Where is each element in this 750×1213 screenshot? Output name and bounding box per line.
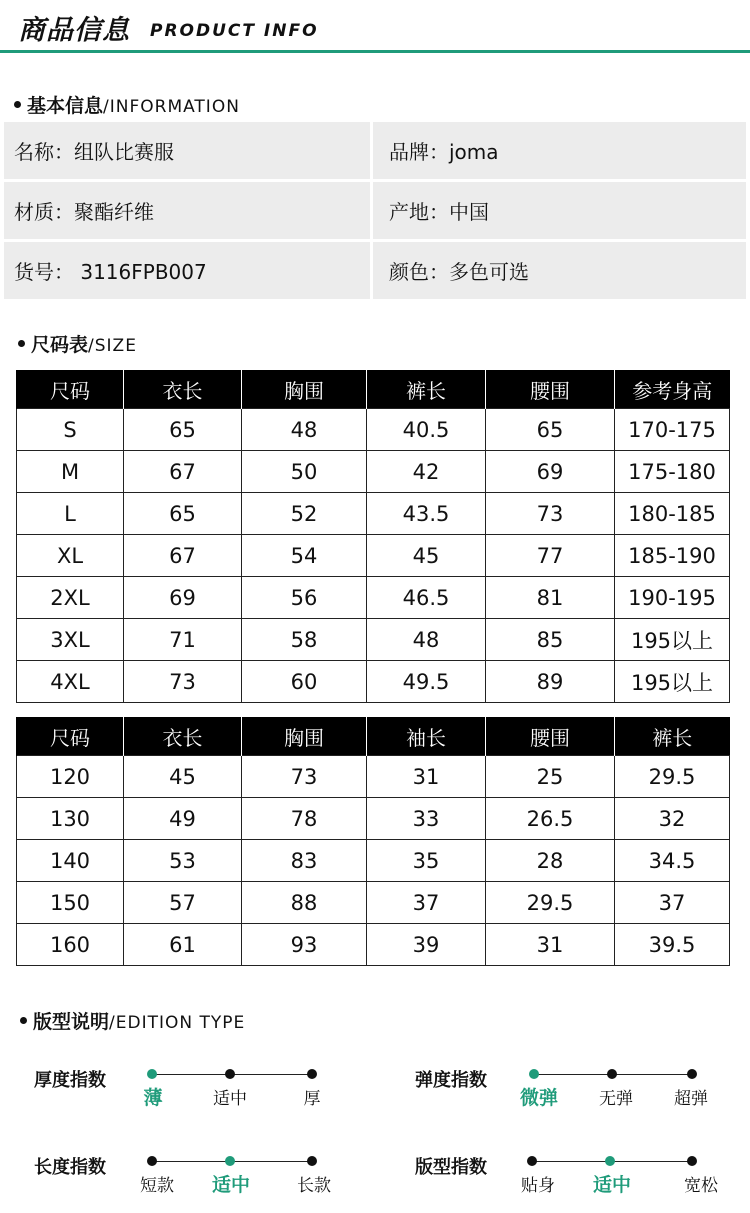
- table-cell: 71: [124, 619, 242, 661]
- table-cell: 32: [615, 798, 730, 840]
- info-material: 材质：聚酯纤维: [4, 182, 370, 239]
- elasticity-index-scale: [519, 1069, 709, 1109]
- table-header-row: [17, 370, 730, 409]
- header-divider: [0, 50, 750, 53]
- table-cell: 180-185: [615, 493, 730, 535]
- table-cell: 160: [17, 924, 124, 966]
- bullet-icon: [20, 1017, 27, 1024]
- scale-option: 适中: [592, 1174, 632, 1196]
- column-header: 胸围: [242, 370, 367, 409]
- table-cell: M: [17, 451, 124, 493]
- table-row: [17, 798, 730, 840]
- table-row: [17, 840, 730, 882]
- table-cell: 52: [242, 493, 367, 535]
- table-cell: 69: [486, 451, 615, 493]
- scale-option: 长款: [297, 1176, 331, 1196]
- scale-point: [605, 1156, 615, 1166]
- table-cell: 93: [242, 924, 367, 966]
- table-cell: 50: [242, 451, 367, 493]
- column-header: 衣长: [124, 370, 242, 409]
- page-title: 商品信息: [18, 15, 130, 46]
- size-heading: 尺码表/SIZE: [18, 330, 137, 357]
- table-cell: XL: [17, 535, 124, 577]
- table-cell: 4XL: [17, 661, 124, 703]
- length-index-scale: [140, 1156, 331, 1196]
- table-cell: 60: [242, 661, 367, 703]
- column-header: 尺码: [17, 717, 124, 756]
- table-cell: 2XL: [17, 577, 124, 619]
- fit-index-label: 版型指数: [415, 1157, 487, 1178]
- scale-point: [687, 1156, 697, 1166]
- scale-point: [307, 1069, 317, 1079]
- column-header: 裤长: [615, 717, 730, 756]
- info-row: [4, 242, 746, 299]
- column-header: 胸围: [242, 717, 367, 756]
- table-cell: 140: [17, 840, 124, 882]
- scale-option: 贴身: [521, 1176, 555, 1196]
- scale-point: [687, 1069, 697, 1079]
- column-header: 腰围: [486, 370, 615, 409]
- table-cell: 48: [367, 619, 486, 661]
- table-row: [17, 882, 730, 924]
- scale-point: [225, 1156, 235, 1166]
- fit-index-scale: [521, 1156, 718, 1196]
- table-cell: 28: [486, 840, 615, 882]
- table-cell: 67: [124, 451, 242, 493]
- table-cell: 49.5: [367, 661, 486, 703]
- kids-size-table: [16, 717, 730, 966]
- table-cell: 26.5: [486, 798, 615, 840]
- scale-option: 薄: [143, 1087, 163, 1109]
- table-cell: 73: [124, 661, 242, 703]
- table-cell: 29.5: [486, 882, 615, 924]
- bullet-icon: [18, 340, 25, 347]
- adult-size-table: [16, 370, 730, 703]
- table-cell: 83: [242, 840, 367, 882]
- table-cell: 54: [242, 535, 367, 577]
- table-row: [17, 924, 730, 966]
- table-cell: 43.5: [367, 493, 486, 535]
- elasticity-index-label: 弹度指数: [415, 1070, 487, 1091]
- edition-heading: 版型说明/EDITION TYPE: [20, 1007, 245, 1034]
- scale-point: [147, 1069, 157, 1079]
- table-cell: 37: [615, 882, 730, 924]
- scale-point: [529, 1069, 539, 1079]
- info-name: 名称：组队比赛服: [4, 122, 370, 179]
- table-cell: 31: [367, 756, 486, 798]
- bullet-icon: [14, 101, 21, 108]
- table-cell: 39: [367, 924, 486, 966]
- info-brand: 品牌：joma: [373, 122, 746, 179]
- table-row: [17, 619, 730, 661]
- table-cell: 49: [124, 798, 242, 840]
- info-origin: 产地：中国: [373, 182, 746, 239]
- table-cell: 195以上: [615, 661, 730, 703]
- scale-point: [147, 1156, 157, 1166]
- table-cell: 175-180: [615, 451, 730, 493]
- table-cell: 89: [486, 661, 615, 703]
- table-cell: 46.5: [367, 577, 486, 619]
- table-cell: 53: [124, 840, 242, 882]
- table-cell: 130: [17, 798, 124, 840]
- column-header: 参考身高: [615, 370, 730, 409]
- table-cell: 45: [124, 756, 242, 798]
- scale-point: [307, 1156, 317, 1166]
- table-cell: 85: [486, 619, 615, 661]
- table-row: [17, 661, 730, 703]
- table-cell: 190-195: [615, 577, 730, 619]
- table-cell: 58: [242, 619, 367, 661]
- column-header: 尺码: [17, 370, 124, 409]
- table-header-row: [17, 717, 730, 756]
- table-cell: 69: [124, 577, 242, 619]
- table-row: [17, 535, 730, 577]
- table-cell: 39.5: [615, 924, 730, 966]
- table-cell: 25: [486, 756, 615, 798]
- table-cell: 42: [367, 451, 486, 493]
- table-cell: 120: [17, 756, 124, 798]
- table-cell: 67: [124, 535, 242, 577]
- scale-option: 宽松: [684, 1176, 718, 1196]
- column-header: 衣长: [124, 717, 242, 756]
- table-cell: 37: [367, 882, 486, 924]
- basic-info-grid: [4, 122, 746, 302]
- table-cell: 29.5: [615, 756, 730, 798]
- table-cell: 73: [486, 493, 615, 535]
- table-cell: 65: [124, 409, 242, 451]
- table-cell: 170-175: [615, 409, 730, 451]
- scale-option: 微弹: [519, 1087, 559, 1109]
- table-cell: 195以上: [615, 619, 730, 661]
- info-row: [4, 122, 746, 179]
- thickness-index-label: 厚度指数: [34, 1070, 106, 1091]
- page-subtitle: PRODUCT INFO: [150, 21, 319, 41]
- column-header: 腰围: [486, 717, 615, 756]
- scale-option: 适中: [213, 1089, 247, 1109]
- table-cell: 45: [367, 535, 486, 577]
- info-row: [4, 182, 746, 239]
- table-cell: 88: [242, 882, 367, 924]
- info-color: 颜色：多色可选: [373, 242, 746, 299]
- table-cell: 31: [486, 924, 615, 966]
- table-cell: 185-190: [615, 535, 730, 577]
- table-row: [17, 451, 730, 493]
- table-cell: 73: [242, 756, 367, 798]
- table-cell: 150: [17, 882, 124, 924]
- table-cell: 65: [124, 493, 242, 535]
- scale-option: 厚: [303, 1089, 321, 1109]
- table-row: [17, 577, 730, 619]
- length-index-label: 长度指数: [34, 1157, 106, 1178]
- column-header: 裤长: [367, 370, 486, 409]
- table-cell: L: [17, 493, 124, 535]
- table-cell: 57: [124, 882, 242, 924]
- table-cell: S: [17, 409, 124, 451]
- scale-option: 无弹: [599, 1089, 633, 1109]
- table-row: [17, 409, 730, 451]
- table-cell: 81: [486, 577, 615, 619]
- table-cell: 56: [242, 577, 367, 619]
- table-cell: 77: [486, 535, 615, 577]
- table-cell: 40.5: [367, 409, 486, 451]
- table-row: [17, 493, 730, 535]
- scale-option: 超弹: [674, 1089, 708, 1109]
- table-cell: 48: [242, 409, 367, 451]
- scale-option: 适中: [211, 1174, 251, 1196]
- table-cell: 33: [367, 798, 486, 840]
- scale-option: 短款: [140, 1176, 174, 1196]
- table-cell: 65: [486, 409, 615, 451]
- column-header: 袖长: [367, 717, 486, 756]
- table-cell: 34.5: [615, 840, 730, 882]
- scale-point: [225, 1069, 235, 1079]
- table-cell: 3XL: [17, 619, 124, 661]
- thickness-index-scale: [143, 1069, 327, 1109]
- info-item-number: 货号： 3116FPB007: [4, 242, 370, 299]
- table-cell: 61: [124, 924, 242, 966]
- table-cell: 78: [242, 798, 367, 840]
- basic-info-heading: 基本信息/INFORMATION: [14, 91, 240, 118]
- table-cell: 35: [367, 840, 486, 882]
- scale-point: [607, 1069, 617, 1079]
- table-row: [17, 756, 730, 798]
- scale-point: [527, 1156, 537, 1166]
